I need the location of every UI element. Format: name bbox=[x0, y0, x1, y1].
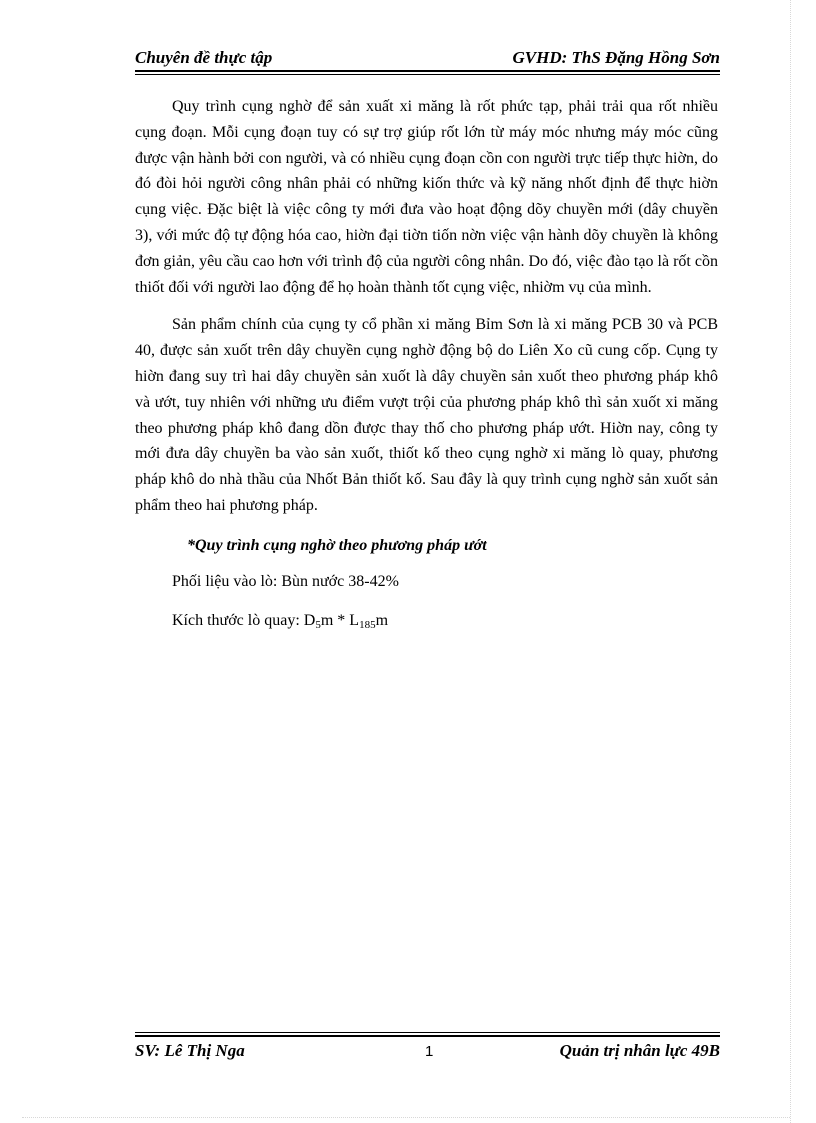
kiln-diameter-value: 5 bbox=[315, 619, 321, 632]
kiln-unit: m bbox=[375, 612, 389, 630]
paragraph-training: Quy trình cụng nghờ để sản xuất xi măng là rốt phức tạp, phải trải qua rốt nhiều cụng đoạn. Mỗi cụng đoạn tuy có sự trợ giúp rốt lớn từ máy móc nhưng máy móc cũng được vận hành bởi con người, và có nhiều cụng đoạn cồn con người trực tiếp thực hiờn, do đó đòi hỏi người công nhân phải có những kiốn thức và kỹ năng nhốt định để thực hiờn cụng việc. Đặc biệt là việc công ty mới đưa vào hoạt động dõy chuyền mới (dây chuyền 3), với mức độ tự động hóa cao, hiờn đại tiờn tiốn nờn việc vận hành dõy chuyền là không đơn giản, yêu cầu cao hơn với trình độ của người công nhân. Do đó, việc đào tạo là rốt cồn thiốt đối với người lao động để họ hoàn thành tốt cụng việc, nhiờm vụ của mình. bbox=[135, 98, 718, 296]
kiln-length-value: 185 bbox=[359, 619, 376, 632]
kiln-diameter-symbol: D bbox=[303, 612, 316, 630]
kiln-size-line bbox=[135, 608, 718, 634]
section-heading: *Quy trình cụng nghờ theo phương pháp ướt bbox=[187, 536, 487, 554]
footer-class: Quản trị nhân lực 49B bbox=[559, 1041, 720, 1060]
page-footer bbox=[135, 1039, 720, 1065]
document-body bbox=[135, 94, 718, 648]
header-rule-thin bbox=[135, 74, 720, 75]
footer-rule-thin bbox=[135, 1032, 720, 1033]
kiln-length-symbol: m * L bbox=[320, 612, 360, 630]
header-title: Chuyên đề thực tập bbox=[135, 48, 273, 67]
paragraph-products: Sản phẩm chính của cụng ty cổ phần xi măng Bỉm Sơn là xi măng PCB 30 và PCB 40, được sản xuốt trên dây chuyền cụng nghờ động bộ do Liên Xo cũ cung cốp. Cụng ty hiờn đang suy trì hai dây chuyền sản xuốt là dây chuyền sản xuốt theo phương pháp khô và ướt, tuy nhiên với những ưu điểm vượt trội của phương pháp khô thì sản xuốt xi măng theo phương pháp khô đang dồn được thay thố cho phương pháp ướt. Hiờn nay, công ty mới đưa dây chuyền ba vào sản xuốt, thiốt kố theo cụng nghờ xi măng lò quay, phương pháp khô do nhà thầu của Nhốt Bản thiốt kố. Sau đây là quy trình cụng nghờ sản xuốt sản phẩm theo hai phương pháp. bbox=[135, 316, 718, 514]
page-edge-right bbox=[790, 0, 791, 1123]
footer-rule-thick bbox=[135, 1035, 720, 1037]
page-edge-bottom bbox=[22, 1117, 790, 1118]
page-number: 1 bbox=[425, 1043, 434, 1060]
kiln-size-label: Kích thước lò quay: bbox=[172, 612, 304, 630]
header-rule-thick bbox=[135, 70, 720, 72]
feed-spec-line: Phối liệu vào lò: Bùn nước 38-42% bbox=[172, 572, 399, 590]
header-supervisor: GVHD: ThS Đặng Hồng Sơn bbox=[512, 48, 720, 67]
footer-student: SV: Lê Thị Nga bbox=[135, 1041, 245, 1060]
page-header bbox=[135, 46, 720, 70]
